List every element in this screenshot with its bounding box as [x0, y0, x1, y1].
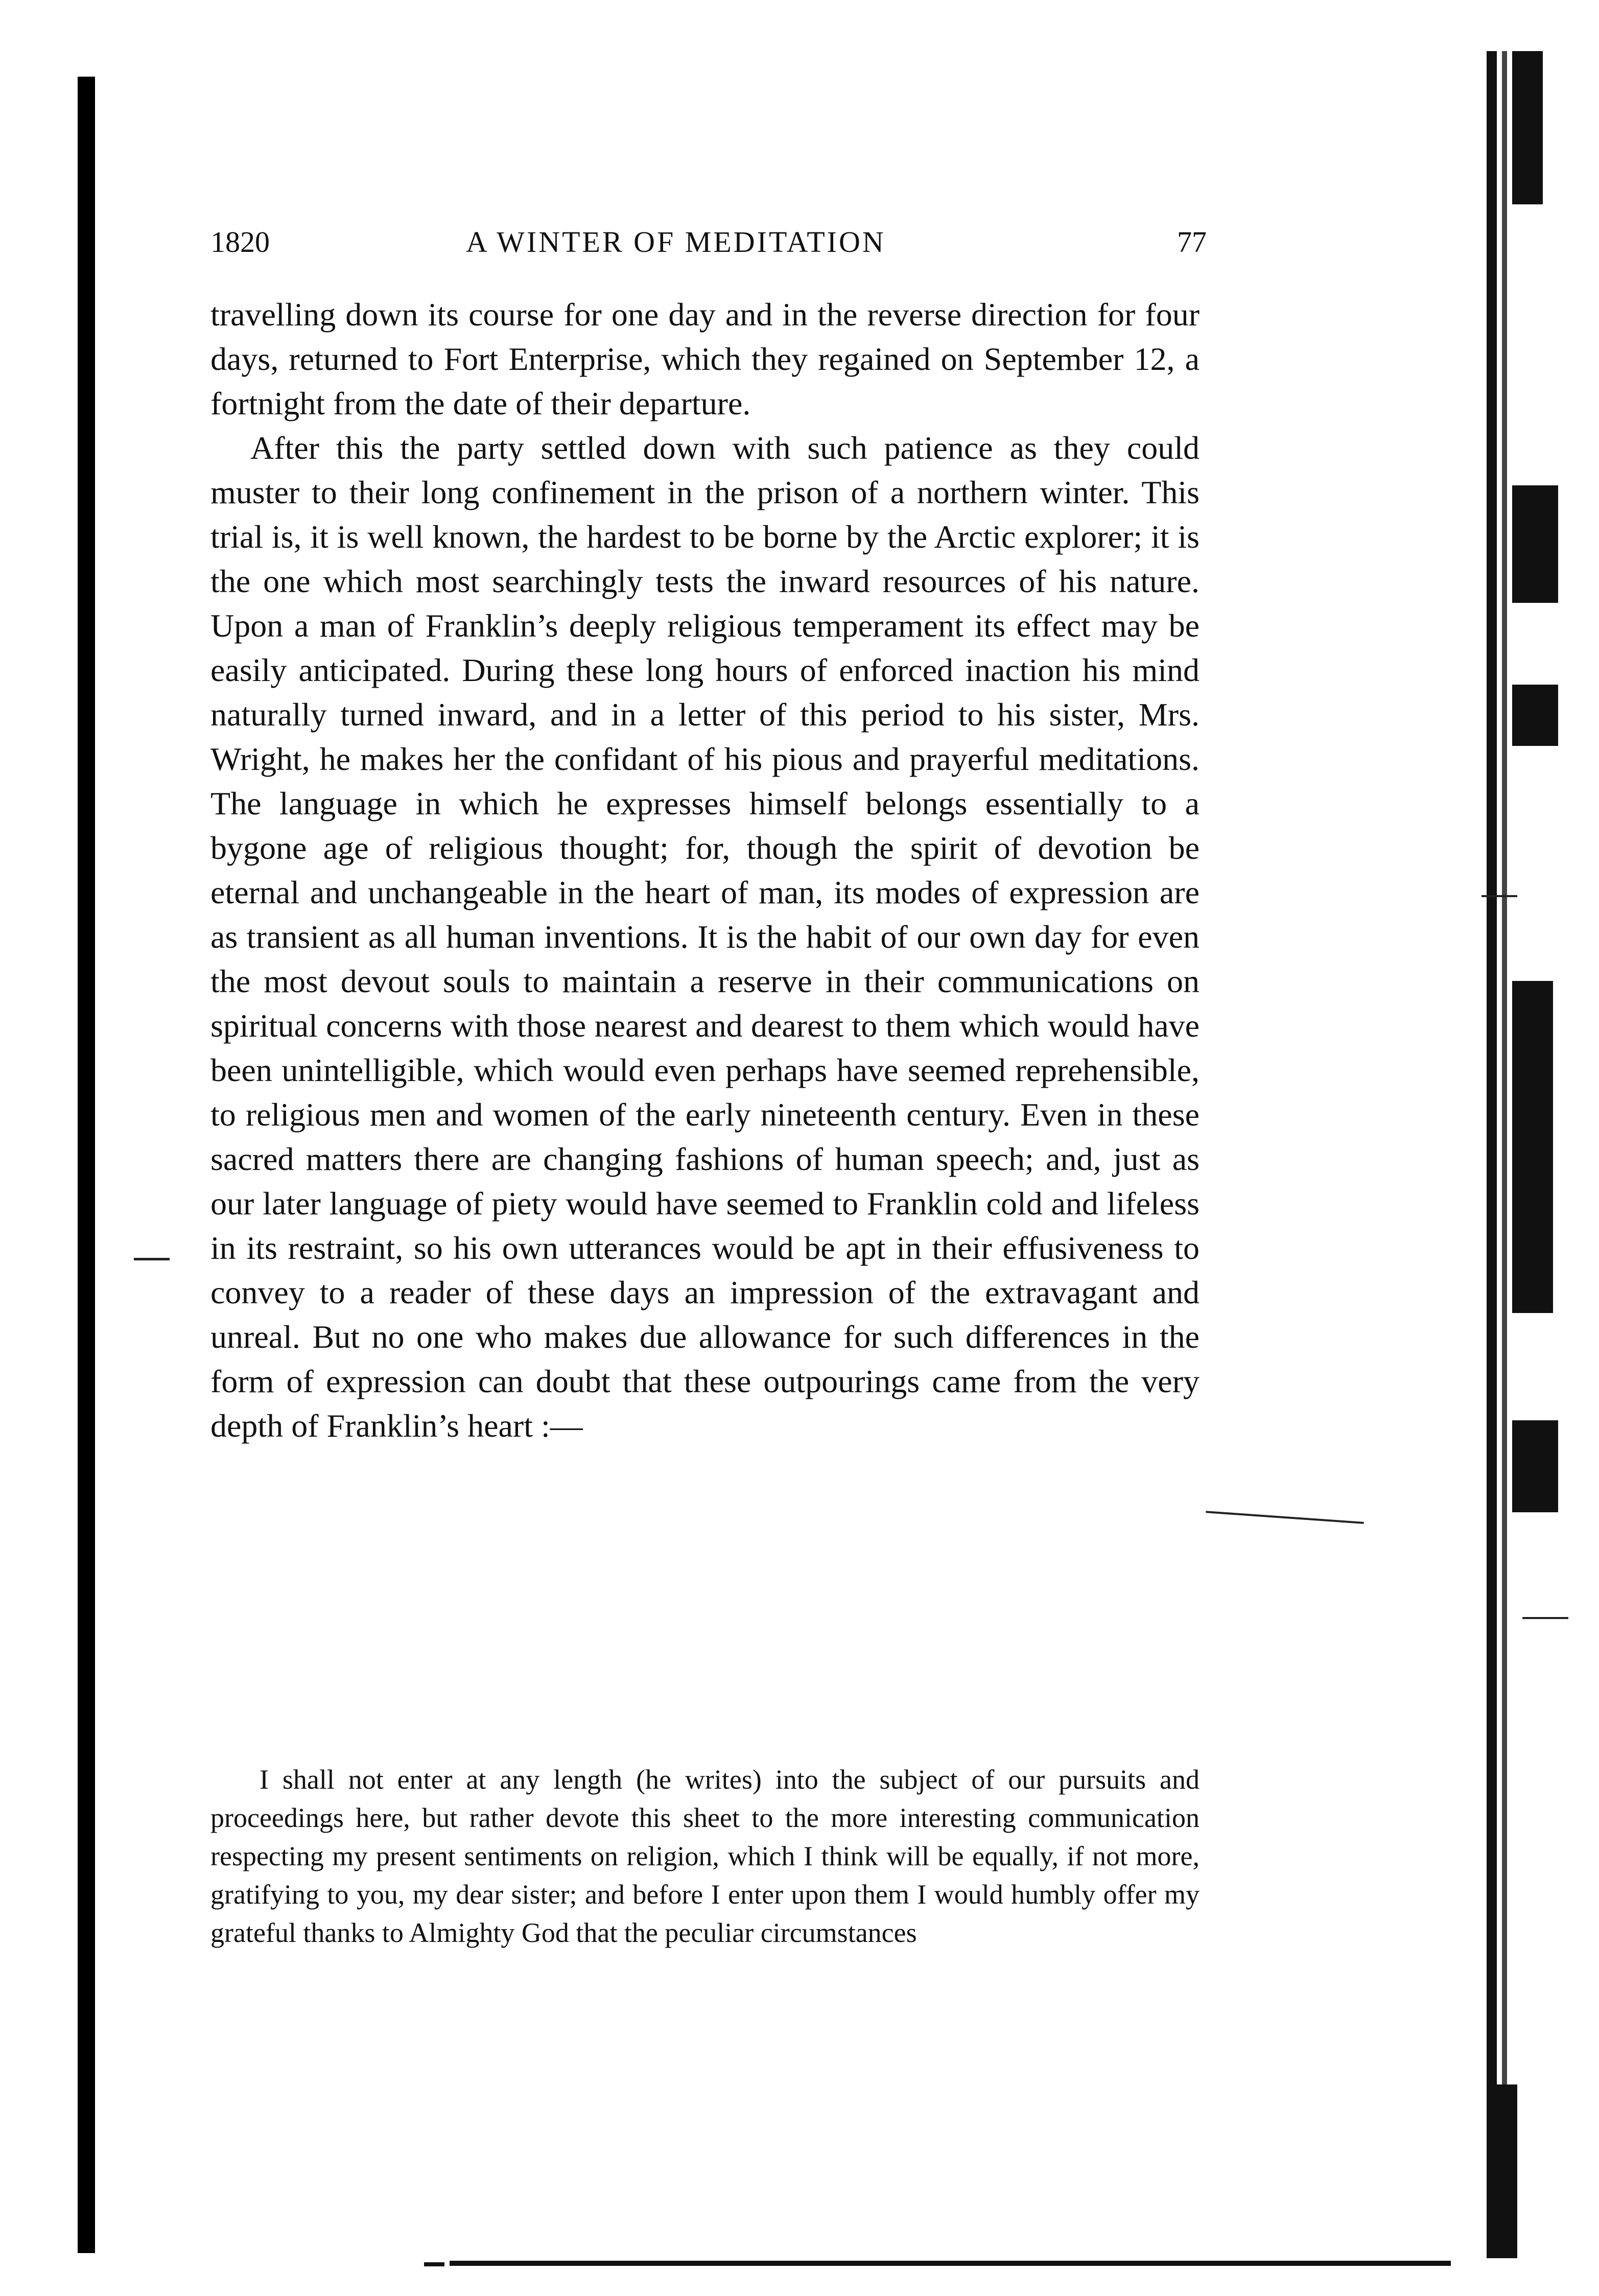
paragraph-winter: After this the party settled down with such patience as they could muster to their long confinement in the prison of a northern winter. This trial is, it is well known, the hardest to be borne by the Arctic explorer; it is the one which most searchingly tests the inward resources of his nature. Upon a man of Franklin’s deeply religious temperament its effect may be easily anticipated. During these long hours of enforced inaction his mind naturally turned inward, and in a letter of this period to his sister, Mrs. Wright, he makes her the confidant of his pious and prayerful meditations. The language in which he expresses himself belongs essentially to a bygone age of religious thought; for, though the spirit of devotion be eternal and unchangeable in the heart of man, its modes of expression are as transient as all human inventions. It is the habit of our own day for even the most devout souls to maintain a reserve in their communications on spiritual concerns with those nearest and dearest to them which would have been unintelligible, which would even perhaps have seemed reprehensible, to religious men and women of the early nineteenth century. Even in these sacred matters there are changing fashions of human speech; and, just as our later language of piety would have seemed to Franklin cold and lifeless in its restraint, so his own utterances would be apt in their effusiveness to convey to a reader of these days an impression of the extravagant and unreal. But no one who makes due allowance for such differences in the form of expression can doubt that these outpourings came from the very depth of Franklin’s heart :— — [210, 430, 1200, 1444]
left-page-edge — [78, 77, 95, 2253]
bottom-rule-mark — [424, 2262, 444, 2266]
quotation-text: I shall not enter at any length (he writes) into the subject of our pursuits and proceedings here, but rather devote this sheet to the more interesting communication respecting my present sentiments on religion, which I think will be equally, if not more, gratifying to you, my dear sister; and before I enter upon them I would humbly offer my grateful thanks to Almighty God that the peculiar circumstances — [210, 1764, 1200, 1948]
right-page-edge — [1471, 51, 1563, 2258]
bottom-page-edge — [450, 2261, 1451, 2266]
paragraph-continued: travelling down its course for one day and in the reverse direction for four days, returned to Fort Enterprise, which they regained on September 12, a fortnight from the date of their departure. — [210, 296, 1200, 421]
running-header — [210, 225, 1207, 266]
pencil-mark — [1522, 1617, 1568, 1619]
pencil-mark — [1482, 895, 1517, 897]
header-year: 1820 — [210, 225, 270, 259]
page-number: 77 — [1177, 225, 1207, 259]
letter-quotation — [210, 1761, 1200, 1952]
header-title: A WINTER OF MEDITATION — [466, 225, 886, 259]
pencil-mark — [1206, 1511, 1364, 1524]
pencil-mark — [134, 1258, 170, 1260]
main-text — [210, 292, 1200, 1448]
